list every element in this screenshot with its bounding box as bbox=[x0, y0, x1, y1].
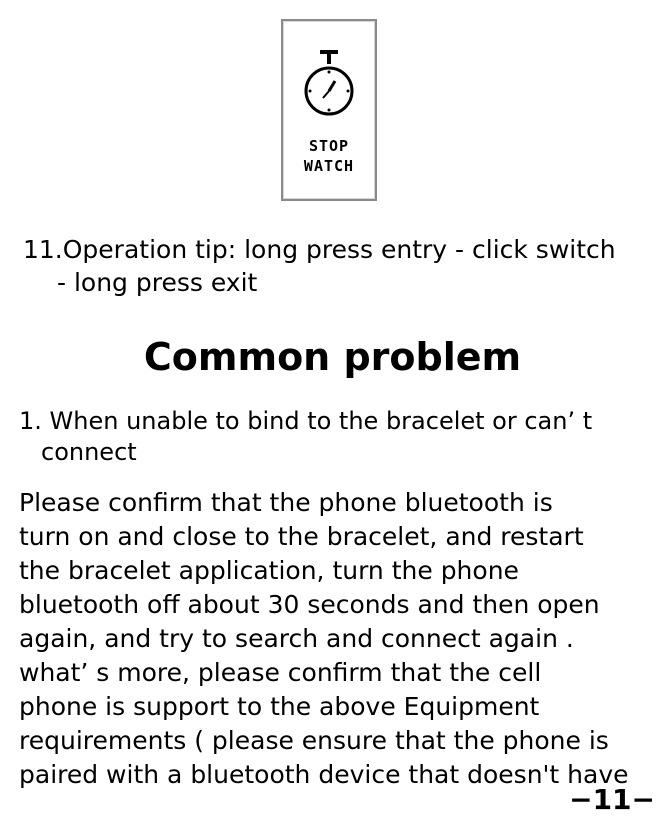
problem-question-line1: 1. When unable to bind to the bracelet or can’ t bbox=[19, 407, 593, 435]
problem-question-line2: connect bbox=[41, 438, 137, 466]
section-heading: Common problem bbox=[143, 335, 522, 379]
stopwatch-label-line2: WATCH bbox=[303, 157, 355, 175]
answer-line: Please confirm that the phone bluetooth is bbox=[19, 488, 553, 517]
answer-line: requirements ( please ensure that the phone is bbox=[19, 726, 609, 755]
page-number: −11− bbox=[569, 783, 655, 816]
answer-line: turn on and close to the bracelet, and restart bbox=[19, 522, 584, 551]
stopwatch-label-line1: STOP bbox=[308, 137, 350, 155]
operation-tip-line2: - long press exit bbox=[57, 268, 258, 297]
answer-line: the bracelet application, turn the phone bbox=[19, 556, 519, 585]
answer-line: bluetooth off about 30 seconds and then open bbox=[19, 590, 600, 619]
answer-line: again, and try to search and connect again . bbox=[19, 624, 574, 653]
answer-paragraph bbox=[19, 486, 659, 792]
problem-question bbox=[19, 406, 659, 468]
stopwatch-app-tile bbox=[281, 19, 377, 201]
stopwatch-icon bbox=[298, 48, 360, 126]
operation-tip bbox=[23, 233, 653, 299]
answer-line: phone is support to the above Equipment bbox=[19, 692, 540, 721]
operation-tip-line1: 11.Operation tip: long press entry - click switch bbox=[23, 235, 616, 264]
answer-line: paired with a bluetooth device that doesn't have bbox=[19, 760, 629, 789]
answer-line: what’ s more, please confirm that the cell bbox=[19, 658, 542, 687]
